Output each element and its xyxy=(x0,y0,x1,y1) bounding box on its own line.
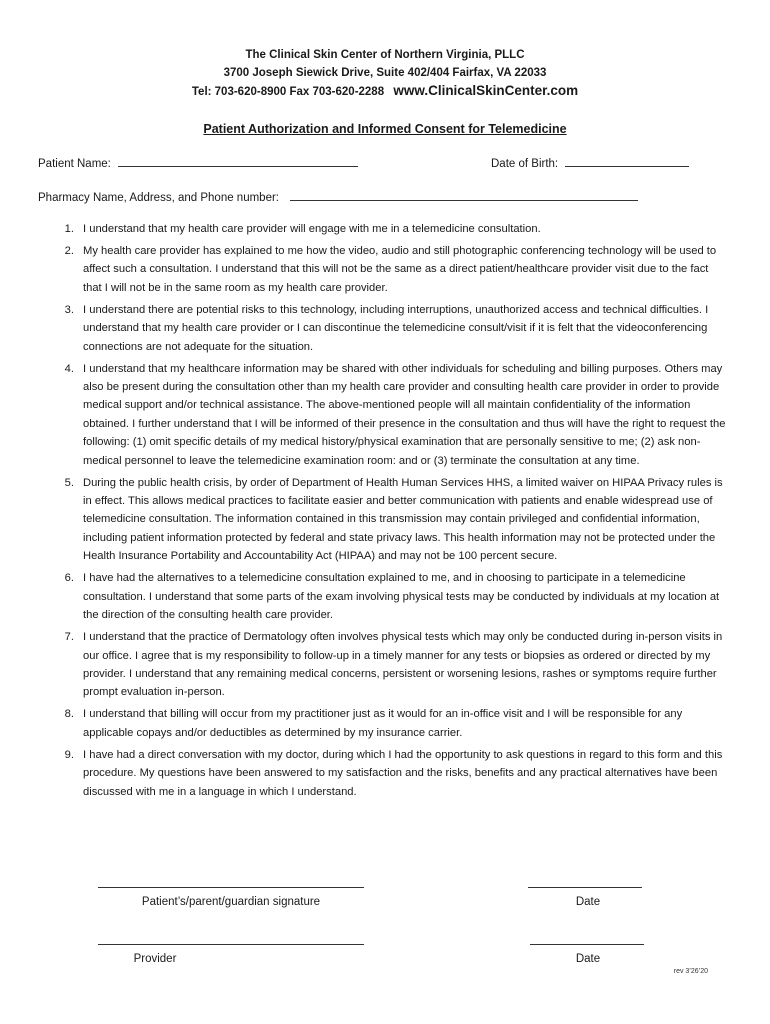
date-label-2: Date xyxy=(575,953,601,965)
dob-field[interactable] xyxy=(491,154,689,172)
provider-signature-label: Provider xyxy=(133,953,177,965)
consent-item-number: 4. xyxy=(64,362,74,375)
consent-item-number: 3. xyxy=(64,303,74,316)
consent-item-number: 8. xyxy=(64,708,74,721)
consent-item xyxy=(56,242,728,297)
consent-item xyxy=(56,628,728,702)
date-label-1: Date xyxy=(575,896,601,908)
dob-blank[interactable] xyxy=(565,154,689,167)
consent-item xyxy=(56,705,728,742)
consent-item xyxy=(56,301,728,356)
org-address: 3700 Joseph Siewick Drive, Suite 402/404 Fairfax, VA 22033 xyxy=(223,67,547,79)
consent-item-number: 6. xyxy=(64,572,74,585)
patient-signature-line[interactable] xyxy=(98,887,364,888)
dob-label: Date of Birth: xyxy=(491,158,559,170)
consent-item-number: 9. xyxy=(64,748,74,761)
patient-name-field[interactable] xyxy=(38,154,358,172)
consent-items xyxy=(56,220,728,805)
pharmacy-label: Pharmacy Name, Address, and Phone number: xyxy=(38,192,279,204)
consent-item-text: I understand that my healthcare information may be shared with other individuals for scheduling and billing purposes. Others may also be present during the consultation other than my health care provider and consulting health care provider in order to provide medical support and/or technical assistance. The above-mentioned people will all maintain confidentiality of the information obtained. I further understand that I will be informed of their presence in the consultation and thus will have the right to request the following: (1) omit specific details of my medical history/physical examination that are personally sensitive to me; (2) ask non-medical personnel to leave the telemedicine examination room: and or (3) terminate the consultation at any time. xyxy=(83,362,726,467)
consent-item-text: I have had a direct conversation with my doctor, during which I had the opportunity to ask questions in regard to this form and this procedure. My questions have been answered to my satisfaction and the risks, benefits and any practical alternatives have been discussed with me in a language in which I understand. xyxy=(83,748,723,798)
letterhead xyxy=(0,46,770,101)
org-website: www.ClinicalSkinCenter.com xyxy=(393,83,579,98)
org-name: The Clinical Skin Center of Northern Virginia, PLLC xyxy=(245,49,525,61)
consent-item xyxy=(56,220,728,238)
consent-item-text: I understand that billing will occur from my practitioner just as it would for an in-office visit and I will be responsible for any applicable copays and/or deductibles as determined by my insurance carrier. xyxy=(83,708,683,739)
pharmacy-field[interactable] xyxy=(38,188,638,206)
org-contact xyxy=(0,82,770,101)
consent-item-text: I understand there are potential risks to this technology, including interruptions, unauthorized access and technical difficulties. I understand that my health care provider or I can discontinue the telemedicine consult/visit if it is felt that the videoconferencing connections are not adequate for the situation. xyxy=(83,303,709,353)
consent-item-text: I understand that the practice of Dermatology often involves physical tests which may only be conducted during in-person visits in our office. I agree that is my responsibility to follow-up in a timely manner for any tests or biopsies as ordered or directed by my provider. I understand that any remaining medical concerns, persistent or worsening lesions, rashes or symptoms require further prompt evaluation in-person. xyxy=(83,631,723,699)
patient-signature-label: Patient’s/parent/guardian signature xyxy=(141,896,321,908)
consent-item-text: During the public health crisis, by order of Department of Health Human Services HHS, a limited waiver on HIPAA Privacy rules is in effect. This allows medical practices to facilitate easier and better communication with patients and enable widespread use of telemedicine consultation. The information contained in this transmission may contain privileged and confidential information, including patient information protected by federal and state privacy laws. This health information may not be protected under the Health Insurance Portability and Accountability Act (HIPAA) and may not be 100 percent secure. xyxy=(83,476,723,563)
consent-item-number: 5. xyxy=(64,476,74,489)
form-title: Patient Authorization and Informed Consent for Telemedicine xyxy=(203,122,567,136)
org-phone-fax: Tel: 703-620-8900 Fax 703-620-2288 xyxy=(191,86,385,98)
date-line-2[interactable] xyxy=(530,944,644,945)
consent-item xyxy=(56,474,728,566)
consent-item-text: I understand that my health care provider will engage with me in a telemedicine consultation. xyxy=(83,223,541,235)
patient-name-label: Patient Name: xyxy=(38,158,111,170)
patient-name-blank[interactable] xyxy=(118,154,358,167)
pharmacy-blank[interactable] xyxy=(290,188,638,201)
consent-item-number: 2. xyxy=(64,245,74,257)
date-line-1[interactable] xyxy=(528,887,642,888)
consent-item-text: My health care provider has explained to me how the video, audio and still photographic conferencing technology will be used to affect such a consultation. I understand that this will not be the same as a direct patient/healthcare provider visit due to the fact that I will not be in the same room as my health care provider. xyxy=(83,245,717,294)
consent-item xyxy=(56,746,728,801)
consent-item xyxy=(56,360,728,470)
provider-signature-line[interactable] xyxy=(98,944,364,945)
consent-item-number: 1. xyxy=(64,223,74,235)
consent-item xyxy=(56,569,728,624)
consent-item-text: I have had the alternatives to a telemedicine consultation explained to me, and in choosing to participate in a telemedicine consultation. I understand that some parts of the exam involving physical tests may be conducted by individuals at my location at the direction of the consulting health care provider. xyxy=(83,572,720,622)
consent-item-number: 7. xyxy=(64,631,74,644)
revision-note: rev 3’26’20 xyxy=(673,968,708,975)
